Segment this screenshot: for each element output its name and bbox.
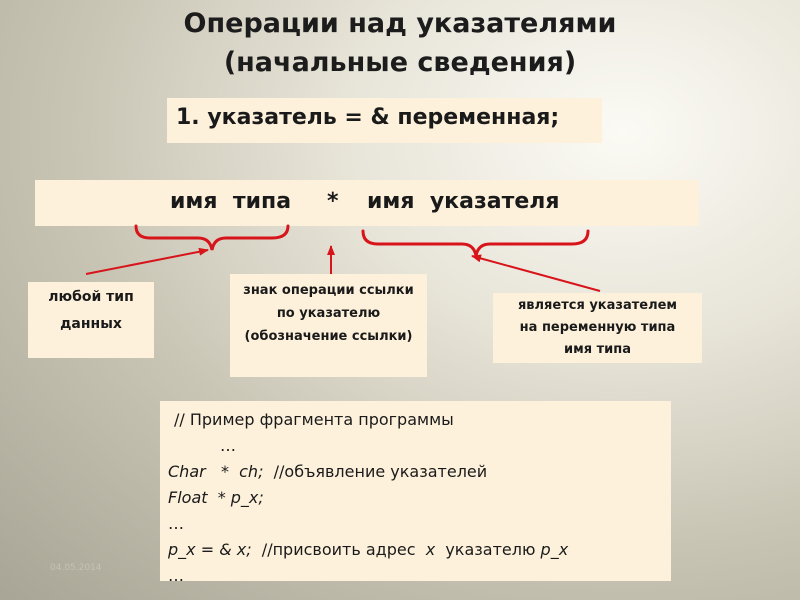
brace-right <box>363 231 588 256</box>
any-type-line-2: данных <box>60 316 122 332</box>
is-pointer-line-2: на переменную типа <box>519 320 676 335</box>
arrow-any-type <box>86 250 208 274</box>
code-assign-comment-a: //присвоить адрес <box>261 540 426 559</box>
code-assign-stmt: p_x = & x; <box>168 540 252 559</box>
code-comment: // Пример фрагмента программы <box>174 410 454 429</box>
code-dots-2: … <box>168 514 184 533</box>
code-dots-1: … <box>220 436 236 455</box>
title-line-1: Операции над указателями <box>183 8 617 39</box>
ref-sign-line-2: по указателю <box>276 306 381 321</box>
ref-sign-line-3: (обозначение ссылки) <box>244 329 413 344</box>
pointer-name-text: имя указателя <box>367 189 560 214</box>
code-char-comment: //объявление указателей <box>273 462 488 481</box>
is-pointer-line-3: имя типа <box>563 342 631 357</box>
ref-sign-line-1: знак операции ссылки <box>243 283 414 298</box>
code-assign-comment-p: p_x <box>540 540 569 559</box>
title-line-2: (начальные сведения) <box>223 47 577 78</box>
type-name-text: имя типа <box>170 189 292 214</box>
footer-date: 04.05.2014 <box>50 563 102 573</box>
brace-left <box>136 226 288 250</box>
arrow-is-pointer <box>472 256 600 291</box>
code-dots-3: … <box>168 566 184 585</box>
code-line-float: Float * p_x; <box>168 488 264 507</box>
code-assign-comment-b: указателю <box>435 540 541 559</box>
code-assign-comment-x: x <box>425 540 436 559</box>
any-type-line-1: любой тип <box>48 289 134 305</box>
rule-text: 1. указатель = & переменная; <box>176 105 560 130</box>
star-text: * <box>327 189 339 214</box>
is-pointer-line-1: является указателем <box>517 298 678 313</box>
code-char-decl: Char * ch; <box>168 462 264 481</box>
